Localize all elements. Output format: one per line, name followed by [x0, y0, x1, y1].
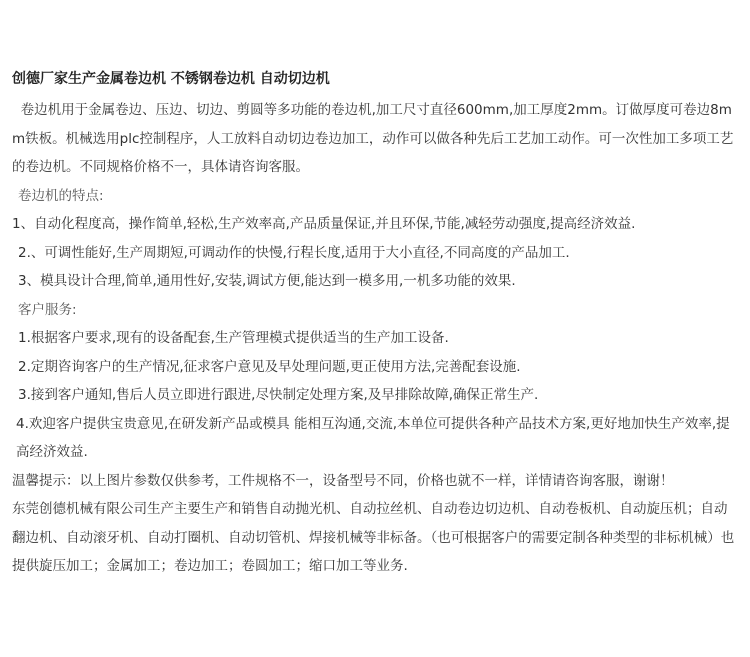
- service-heading: 客户服务:: [18, 301, 77, 318]
- article-title: 创德厂家生产金属卷边机 不锈钢卷边机 自动切边机: [12, 71, 330, 87]
- service-item: 3.接到客户通知,售后人员立即进行跟进,尽快制定处理方案,及早排除故障,确保正常生产.: [18, 387, 539, 403]
- feature-item: 1、自动化程度高，操作简单,轻松,生产效率高,产品质量保证,并且环保,节能,减轻劳动强度,提高经济效益.: [12, 216, 636, 232]
- notice-paragraph: 温馨提示：以上图片参数仅供参考，工件规格不一，设备型号不同，价格也就不一样，详情请咨询客服，谢谢！: [12, 472, 674, 489]
- company-paragraph: 东莞创德机械有限公司生产主要生产和销售自动抛光机、自动拉丝机、自动卷边切边机、自动卷板机、自动旋压机；自动翻边机、自动滚牙机、自动打圈机、自动切管机、焊接机械等非标备。（也可根据客户的需要定制各种类型的非标机械）也提供旋压加工；金属加工；卷边加工；卷圆加工；缩口加工等业务.: [12, 501, 735, 574]
- service-item: 1.根据客户要求,现有的设备配套,生产管理模式提供适当的生产加工设备.: [18, 330, 449, 346]
- service-item: 4.欢迎客户提供宝贵意见,在研发新产品或模具 能相互沟通,交流,本单位可提供各种产品技术方案,更好地加快生产效率,提高经济效益.: [16, 415, 730, 460]
- feature-item: 3、模具设计合理,简单,通用性好,安装,调试方便,能达到一模多用,一机多功能的效果.: [18, 273, 516, 289]
- article: [12, 68, 740, 581]
- feature-item: 2.、可调性能好,生产周期短,可调动作的快慢,行程长度,适用于大小直径,不同高度的产品加工.: [18, 244, 570, 261]
- service-item: 2.定期咨询客户的生产情况,征求客户意见及早处理问题,更正使用方法,完善配套设施.: [18, 358, 521, 375]
- features-heading: 卷边机的特点:: [18, 187, 104, 204]
- intro-paragraph: 卷边机用于金属卷边、压边、切边、剪圆等多功能的卷边机,加工尺寸直径600mm,加工厚度2mm。订做厚度可卷边8mm铁板。机械选用plc控制程序，人工放料自动切边卷边加工，动作可以做各种先后工艺加工动作。可一次性加工多项工艺的卷边机。不同规格价格不一，具体请咨询客服。: [12, 102, 734, 175]
